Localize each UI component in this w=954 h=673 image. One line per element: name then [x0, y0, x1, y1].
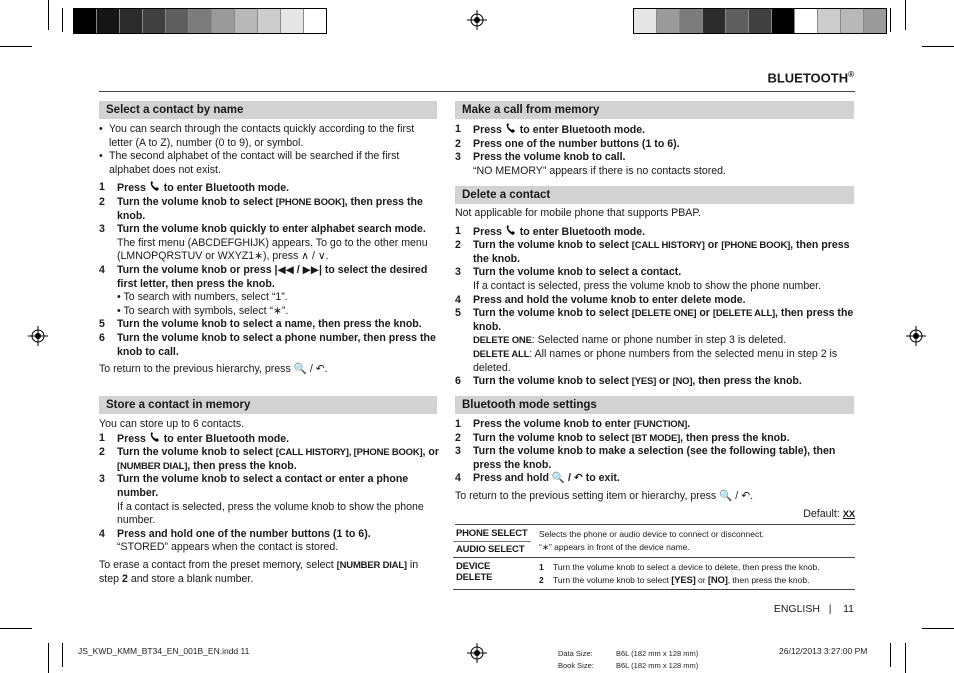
right-column-1 — [455, 123, 855, 178]
bt-settings-table — [453, 526, 855, 590]
slug-size-labels: Data Size: Book Size: — [558, 649, 594, 670]
color-swatch — [120, 9, 143, 33]
heading-bt-mode-settings: Bluetooth mode settings — [455, 396, 854, 414]
return-note: To return to the previous setting item or hierarchy, press 🔍 / ↶. — [455, 489, 754, 502]
step-4: 4 Press and hold one of the number buttons (1 to 6). — [99, 527, 371, 540]
color-swatch — [795, 9, 818, 33]
right-column-2 — [455, 207, 855, 389]
bullet-text: You can search through the contacts quickly according to the first letter (A to Z), number (0 to 9), or symbol. — [109, 123, 415, 149]
color-swatch — [772, 9, 795, 33]
step-5: 5 Turn the volume knob to select [DELETE ONE] or [DELETE ALL], then press the knob. — [455, 307, 854, 333]
color-swatch-bar-right — [633, 8, 887, 34]
menu-code: [PHONE BOOK] — [275, 196, 345, 208]
step-2: 2 Turn the volume knob to select [CALL HISTORY], [PHONE BOOK], or [NUMBER DIAL], then press the knob. — [99, 446, 439, 472]
color-swatch — [703, 9, 726, 33]
step-note: “NO MEMORY” appears if there is no contacts stored. — [473, 164, 726, 177]
intro-text: You can store up to 6 contacts. — [99, 418, 245, 430]
registration-mark-icon — [28, 326, 48, 346]
crop-mark — [0, 628, 32, 629]
step-3: 3 Turn the volume knob to select a contact. — [455, 266, 682, 279]
step-2: 2 Turn the volume knob to select [CALL HISTORY] or [PHONE BOOK], then press the knob. — [455, 239, 850, 265]
list-item: • To search with symbols, select “∗”. — [117, 304, 289, 317]
step-1: 1 Press to enter Bluetooth mode. — [455, 123, 646, 136]
color-swatch-bar-left — [73, 8, 327, 34]
setting-label: DEVICE DELETE — [456, 561, 493, 583]
color-swatch — [74, 9, 97, 33]
table-top-rule — [455, 524, 855, 525]
heading-store-contact: Store a contact in memory — [99, 396, 437, 414]
heading-select-contact-by-name: Select a contact by name — [99, 101, 437, 119]
slug-filename: JS_KWD_KMM_BT34_EN_001B_EN.indd 11 — [78, 646, 250, 656]
step-3: 3 Turn the volume knob to make a selection (see the following table), then press the knob. — [455, 445, 836, 471]
color-swatch — [166, 9, 189, 33]
intro-text: Not applicable for mobile phone that supports PBAP. — [455, 207, 701, 219]
step-6: 6 Turn the volume knob to select [YES] or [NO], then press the knob. — [455, 375, 802, 388]
page-footer — [774, 603, 854, 615]
setting-label: AUDIO SELECT — [456, 544, 525, 555]
color-swatch — [143, 9, 166, 33]
step-4: 4 Press and hold 🔍 / ↶ to exit. — [455, 472, 620, 485]
step-1: 1 Press to enter Bluetooth mode. — [455, 224, 646, 238]
step-2: 2 Press one of the number buttons (1 to 6). — [455, 137, 680, 150]
color-swatch — [304, 9, 326, 33]
page-number: 11 — [843, 603, 854, 615]
color-swatch — [841, 9, 864, 33]
color-swatch — [235, 9, 258, 33]
registered-mark: ® — [848, 70, 854, 79]
section-title-text: BLUETOOTH — [767, 70, 849, 86]
phone-icon — [149, 181, 161, 192]
list-item: • To search with numbers, select “1”. — [117, 291, 288, 304]
registration-mark-icon — [467, 643, 487, 663]
step-note: The first menu (ABCDEFGHIJK) appears. To go to the other menu (LMNOPQRSTUV or WXYZ1∗), press ∧ / ∨. — [117, 236, 428, 263]
crop-mark — [48, 643, 49, 673]
color-swatch — [864, 9, 886, 33]
step-note: “STORED” appears when the contact is stored. — [117, 541, 339, 554]
section-title — [767, 70, 854, 85]
color-swatch — [634, 9, 657, 33]
table-row — [453, 526, 855, 542]
crop-mark — [48, 0, 49, 30]
crop-mark — [62, 8, 63, 32]
right-column-3 — [455, 418, 855, 521]
color-swatch — [258, 9, 281, 33]
crop-mark — [922, 628, 954, 629]
step-5: 5 Turn the volume knob to select a name, then press the knob. — [99, 318, 422, 331]
color-swatch — [189, 9, 212, 33]
list-item: • You can search through the contacts quickly according to the first letter (A to Z), number (0 to 9), or symbol. — [99, 123, 439, 150]
step-1: 1 Press to enter Bluetooth mode. — [99, 431, 290, 445]
footer-separator: | — [828, 603, 832, 615]
header-rule — [99, 91, 855, 92]
crop-mark — [890, 8, 891, 32]
step-note: If a contact is selected, press the volume knob to show the phone number. — [117, 500, 424, 527]
color-swatch — [680, 9, 703, 33]
default-note: Default: XX — [803, 507, 855, 520]
setting-description: Selects the phone or audio device to connect or disconnect. “∗” appears in front of the device name. — [539, 529, 764, 552]
color-swatch — [749, 9, 772, 33]
color-swatch — [657, 9, 680, 33]
step-note: DELETE ALL: All names or phone numbers from the selected menu in step 2 is deleted. — [473, 347, 838, 374]
step-3: 3 Turn the volume knob to select a contact or enter a phone number. — [99, 473, 409, 499]
color-swatch — [726, 9, 749, 33]
step-1: 1 Press to enter Bluetooth mode. — [99, 181, 290, 195]
color-swatch — [818, 9, 841, 33]
step-3: 3 Turn the volume knob quickly to enter alphabet search mode. — [99, 223, 426, 236]
crop-mark — [0, 46, 32, 47]
erase-note: To erase a contact from the preset memory, select [NUMBER DIAL] in step 2 and store a blank number. — [99, 558, 419, 585]
step-3: 3 Press the volume knob to call. — [455, 151, 626, 164]
step-1: 1 Press the volume knob to enter [FUNCTION]. — [455, 418, 691, 430]
step-2: 2 Turn the volume knob to select [BT MODE], then press the knob. — [455, 431, 790, 444]
setting-description: 1 Turn the volume knob to select a device to delete, then press the knob. 2 Turn the volume knob to select [YES] or [NO], then press the knob. — [539, 562, 820, 586]
step-note: If a contact is selected, press the volume knob to show the phone number. — [473, 279, 822, 292]
heading-call-from-memory: Make a call from memory — [455, 101, 854, 119]
slug-date: 26/12/2013 3:27:00 PM — [779, 646, 868, 656]
list-item: • The second alphabet of the contact will be searched if the first alphabet does not exist. — [99, 150, 439, 177]
setting-label: PHONE SELECT — [453, 526, 531, 542]
crop-mark — [905, 0, 906, 30]
color-swatch — [281, 9, 304, 33]
phone-icon — [505, 225, 517, 236]
heading-delete-contact: Delete a contact — [455, 186, 854, 204]
slug-size-values: B6L (182 mm x 128 mm) B6L (182 mm x 128 mm) — [616, 649, 699, 670]
phone-icon — [149, 432, 161, 443]
registration-mark-icon — [467, 10, 487, 30]
crop-mark — [890, 643, 891, 667]
crop-mark — [905, 643, 906, 673]
bullet-text: The second alphabet of the contact will be searched if the first alphabet does not exist. — [109, 150, 400, 176]
left-column-1 — [99, 123, 439, 377]
return-note: To return to the previous hierarchy, press 🔍 / ↶. — [99, 363, 328, 376]
step-2: 2 Turn the volume knob to select [PHONE BOOK], then press the knob. — [99, 195, 423, 222]
crop-mark — [922, 46, 954, 47]
registration-mark-icon — [906, 326, 926, 346]
step-4: 4 Turn the volume knob or press |◀◀ / ▶▶| to select the desired first letter, then press the knob. — [99, 263, 428, 290]
step-note: DELETE ONE: Selected name or phone number in step 3 is deleted. — [473, 334, 787, 347]
color-swatch — [97, 9, 120, 33]
left-column-2 — [99, 418, 439, 586]
step-6: 6 Turn the volume knob to select a phone number, then press the knob to call. — [99, 331, 436, 358]
phone-icon — [505, 123, 517, 134]
step-4: 4 Press and hold the volume knob to enter delete mode. — [455, 293, 746, 306]
color-swatch — [212, 9, 235, 33]
footer-language: ENGLISH — [773, 603, 820, 615]
crop-mark — [62, 643, 63, 667]
table-row — [453, 558, 855, 590]
